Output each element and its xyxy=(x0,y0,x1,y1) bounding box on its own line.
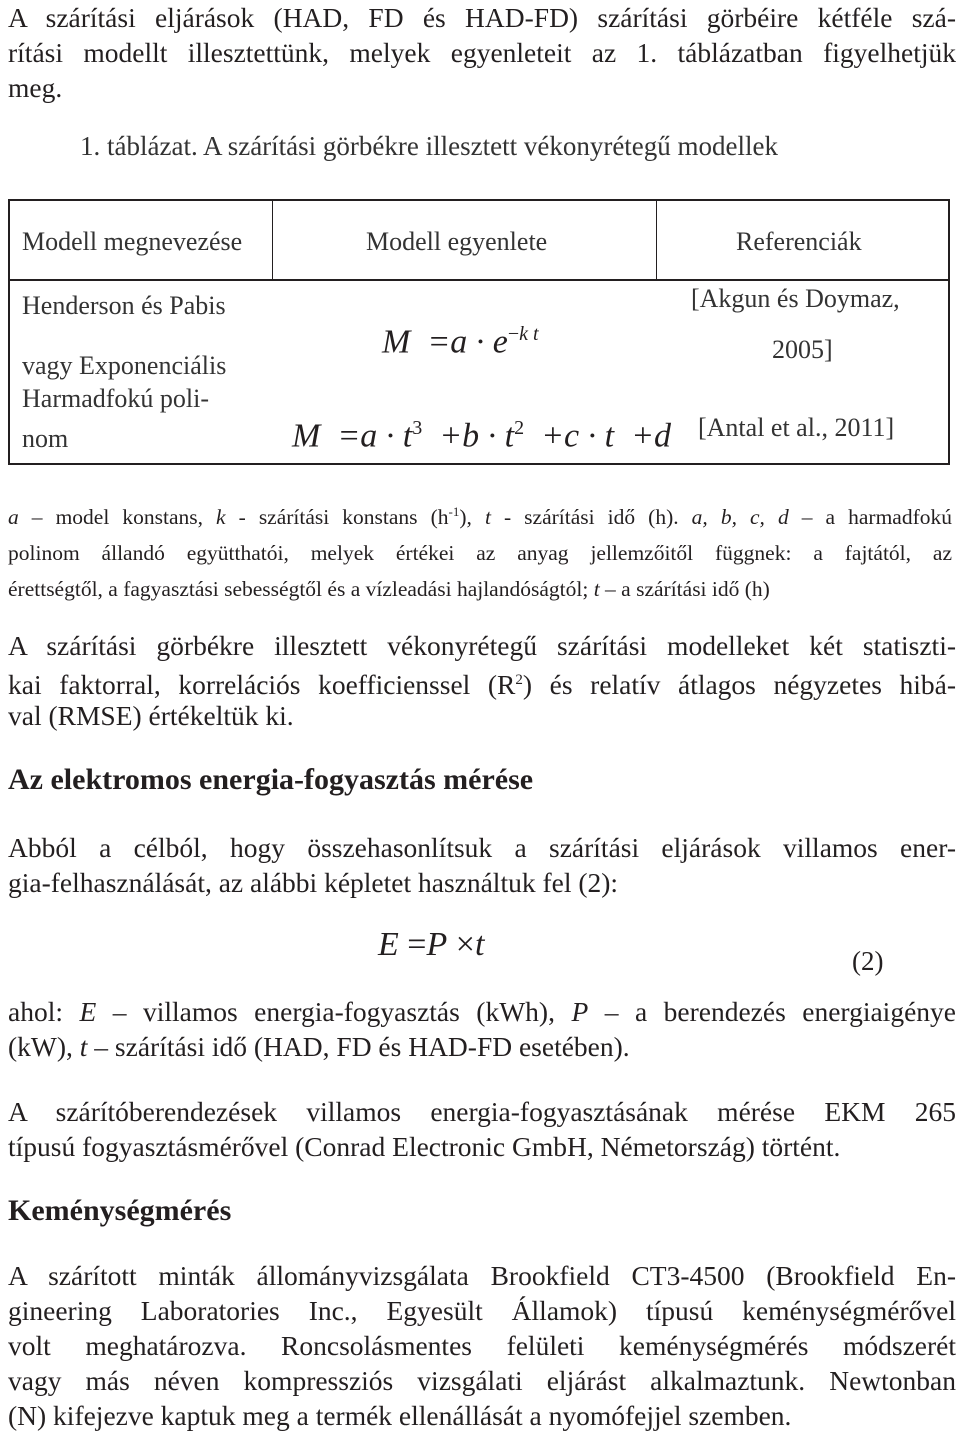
table-caption: 1. táblázat. A szárítási görbékre illesztett vékonyrétegű modellek xyxy=(80,131,779,161)
formula-number: (2) xyxy=(852,946,884,976)
row1-name-line2: vagy Exponenciális xyxy=(22,351,227,380)
energy-formula: E =P ×t xyxy=(378,926,485,963)
note-line-3: érettségtől, a fagyasztási sebességtől és a vízleadási hajlandóságtól; t – a szárítási idő (h) xyxy=(8,577,770,602)
row2-reference: [Antal et al., 2011] xyxy=(698,413,895,442)
header-model-name: Modell megnevezése xyxy=(22,227,243,256)
para5-line-1: A szárított minták állományvizsgálata Brookfield CT3-4500 (Brookfield En- xyxy=(8,1260,956,1291)
para1-line-1: A szárítási görbékre illesztett vékonyrétegű szárítási modelleket két statiszti- xyxy=(8,630,956,661)
para3-line-1: ahol: E – villamos energia-fogyasztás (kWh), P – a berendezés energiaigénye xyxy=(8,996,956,1027)
para4-line-2: típusú fogyasztásmérővel (Conrad Electronic GmbH, Németország) történt. xyxy=(8,1131,841,1162)
table-divider xyxy=(656,201,657,279)
note-line-2: polinom állandó együtthatói, melyek értékei az anyag jellemzőitől függnek: a fajtától, az xyxy=(8,541,952,566)
header-model-equation: Modell egyenlete xyxy=(366,227,548,256)
para3-line-2: (kW), t – szárítási idő (HAD, FD és HAD-FD esetében). xyxy=(8,1031,630,1062)
models-table xyxy=(8,199,950,465)
para1-line-2: kai faktorral, korrelációs koefficienssel $(R^2)$ és relatív átlagos négyzetes hibá- xyxy=(8,669,956,701)
para2-line-1: Abból a célból, hogy összehasonlítsuk a szárítási eljárások villamos ener- xyxy=(8,832,956,863)
row1-ref-line1: [Akgun és Doymaz, xyxy=(691,284,900,313)
para5-line-5: (N) kifejezve kaptuk meg a termék ellenállását a nyomófejjel szemben. xyxy=(8,1400,792,1431)
row1-equation: $M =a \cdot e^{-k t}$ xyxy=(382,323,539,361)
intro-line-3: meg. xyxy=(8,72,63,103)
row2-name-line2: nom xyxy=(22,424,69,453)
heading-hardness: Keménységmérés xyxy=(8,1194,232,1227)
intro-line-1: A szárítási eljárások (HAD, FD és HAD-FD) szárítási görbéire kétféle szá- xyxy=(8,2,956,33)
note-line-1: a – model konstans, k - szárítási konstans $(h^{-1})$, t - szárítási idő (h). a, b, c, d – a harmadfokú xyxy=(8,504,952,530)
row1-name-line1: Henderson és Pabis xyxy=(22,291,226,320)
header-references: Referenciák xyxy=(736,227,862,256)
intro-line-2: rítási modellt illesztettünk, melyek egyenleteit az 1. táblázatban figyelhetjük xyxy=(8,37,956,68)
table-note xyxy=(8,494,952,607)
para5-line-4: vagy más néven kompressziós vizsgálati eljárást alkalmaztunk. Newtonban xyxy=(8,1365,956,1396)
para4-line-1: A szárítóberendezések villamos energia-fogyasztásának mérése EKM 265 xyxy=(8,1096,956,1127)
row2-name-line1: Harmadfokú poli- xyxy=(22,384,210,413)
para1-line-3: val (RMSE) értékeltük ki. xyxy=(8,700,294,731)
heading-energy-consumption: Az elektromos energia-fogyasztás mérése xyxy=(8,763,534,796)
para5-line-2: gineering Laboratories Inc., Egyesült Államok) típusú keménységmérővel xyxy=(8,1295,956,1326)
para2-line-2: gia-felhasználását, az alábbi képletet használtuk fel (2): xyxy=(8,867,619,898)
row1-ref-line2: 2005] xyxy=(772,335,833,364)
table-divider xyxy=(272,201,273,279)
row2-equation: $M =a \cdot t^3 +b \cdot t^2 +c \cdot t +d$ xyxy=(292,417,672,455)
para5-line-3: volt meghatározva. Roncsolásmentes felületi keménységmérés módszerét xyxy=(8,1330,956,1361)
